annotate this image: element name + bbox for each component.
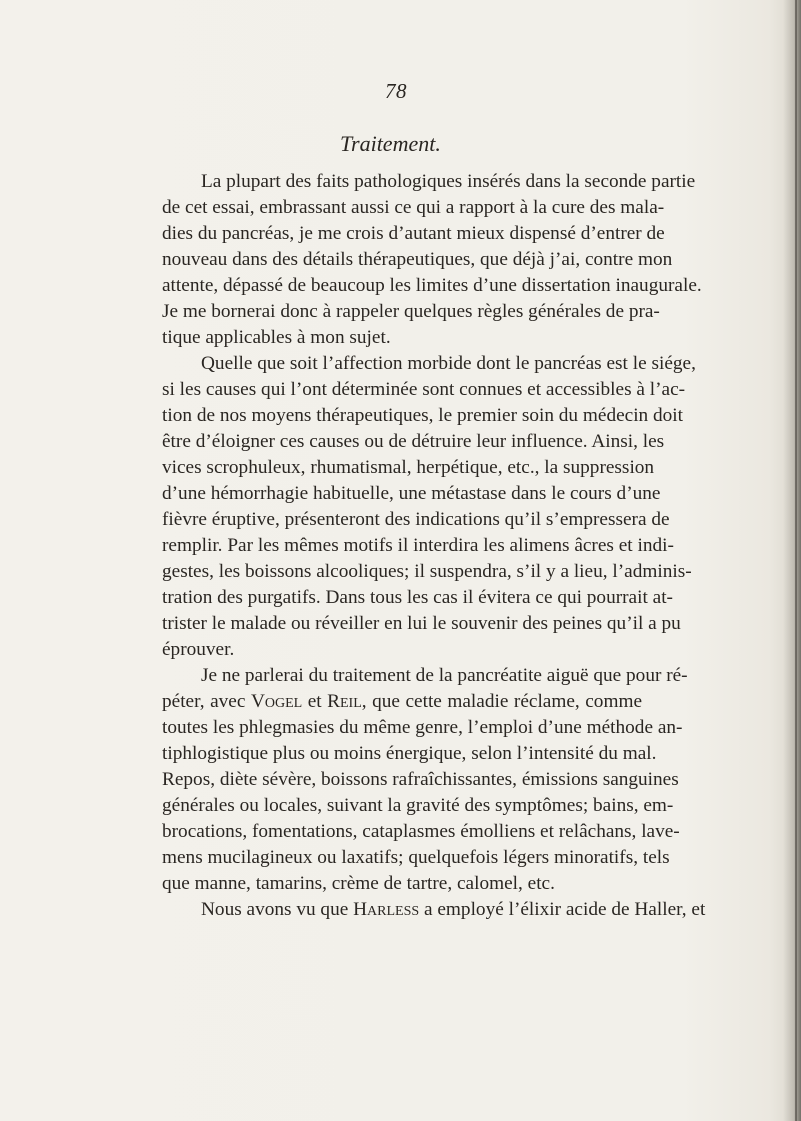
- text-span: a employé l’élixir acide de Haller, et: [419, 899, 706, 920]
- text-line: [162, 690, 642, 714]
- author-name-vogel: Vogel: [250, 691, 303, 712]
- author-name-harless: Harless: [353, 899, 420, 920]
- text-line: si les causes qui l’ont déterminée sont connues et accessibles à l’ac-: [162, 379, 686, 400]
- text-line: Quelle que soit l’affection morbide dont le pancréas est le siége,: [201, 353, 696, 374]
- text-line: générales ou locales, suivant la gravité des symptômes; bains, em-: [162, 795, 674, 816]
- text-line: tique applicables à mon sujet.: [162, 327, 391, 348]
- text-line: remplir. Par les mêmes motifs il interdira les alimens âcres et indi-: [162, 535, 674, 556]
- text-line: La plupart des faits pathologiques insérés dans la seconde partie: [201, 171, 696, 192]
- text-line: d’une hémorrhagie habituelle, une métastase dans le cours d’une: [162, 483, 661, 504]
- text-line: fièvre éruptive, présenteront des indications qu’il s’empressera de: [162, 509, 670, 530]
- text-line: toutes les phlegmasies du même genre, l’emploi d’une méthode an-: [162, 717, 683, 738]
- text-line: tiphlogistique plus ou moins énergique, selon l’intensité du mal.: [162, 743, 657, 764]
- text-line: gestes, les boissons alcooliques; il suspendra, s’il y a lieu, l’adminis-: [162, 561, 692, 582]
- text-line: Je me bornerai donc à rappeler quelques règles générales de pra-: [162, 301, 660, 322]
- section-heading: Traitement.: [340, 131, 441, 156]
- text-line: tion de nos moyens thérapeutiques, le premier soin du médecin doit: [162, 405, 684, 426]
- page-number: 78: [385, 79, 407, 103]
- text-line: [201, 898, 706, 922]
- text-line: attente, dépassé de beaucoup les limites d’une dissertation inaugurale.: [162, 275, 702, 296]
- text-line: tration des purgatifs. Dans tous les cas il évitera ce qui pourrait at-: [162, 587, 673, 608]
- text-line: de cet essai, embrassant aussi ce qui a rapport à la cure des mala-: [162, 197, 665, 218]
- text-line: Je ne parlerai du traitement de la pancréatite aiguë que pour ré-: [201, 665, 688, 686]
- text-span: , que cette maladie réclame, comme: [361, 691, 642, 712]
- text-line: être d’éloigner ces causes ou de détruire leur influence. Ainsi, les: [162, 431, 665, 452]
- author-name-reil: Reil: [327, 691, 362, 712]
- text-line: dies du pancréas, je me crois d’autant mieux dispensé d’entrer de: [162, 223, 665, 244]
- text-line: vices scrophuleux, rhumatismal, herpétique, etc., la suppression: [162, 457, 655, 478]
- text-line: nouveau dans des détails thérapeutiques, que déjà j’ai, contre mon: [162, 249, 673, 270]
- text-span: péter, avec: [162, 691, 251, 712]
- text-line: brocations, fomentations, cataplasmes émolliens et relâchans, lave-: [162, 821, 680, 842]
- text-line: éprouver.: [162, 639, 235, 660]
- text-line: mens mucilagineux ou laxatifs; quelquefois légers minoratifs, tels: [162, 847, 670, 868]
- text-line: trister le malade ou réveiller en lui le souvenir des peines qu’il a pu: [162, 613, 681, 634]
- text-line: Repos, diète sévère, boissons rafraîchissantes, émissions sanguines: [162, 769, 679, 790]
- text-span: et: [302, 691, 328, 712]
- text-span: Nous avons vu que: [201, 899, 354, 920]
- text-line: que manne, tamarins, crème de tartre, calomel, etc.: [162, 873, 555, 894]
